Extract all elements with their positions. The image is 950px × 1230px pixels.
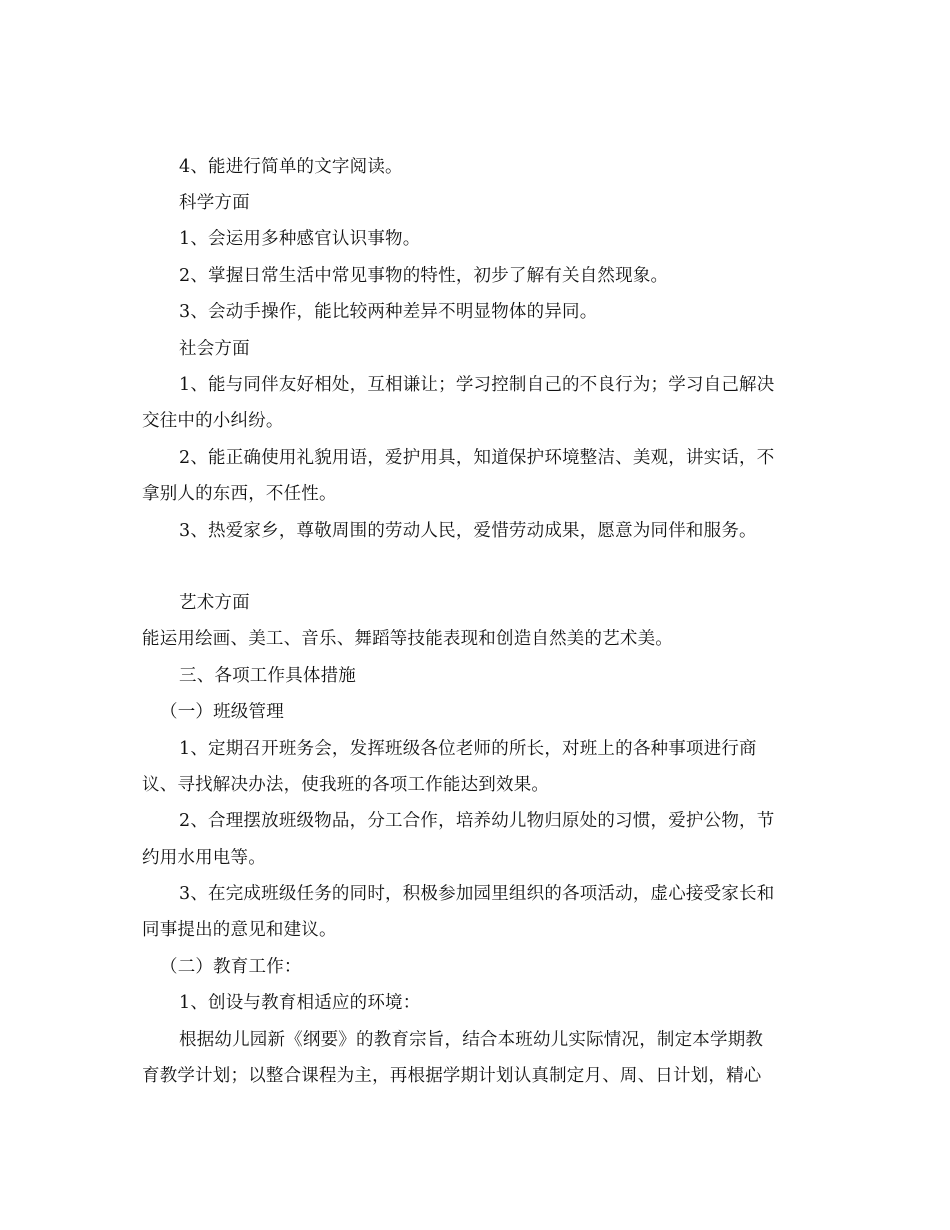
text-line: 2、能正确使用礼貌用语，爱护用具，知道保护环境整洁、美观，讲实话，不 <box>179 448 775 468</box>
subsection-heading-class-management: （一）班级管理 <box>160 702 284 722</box>
text-line: 1、定期召开班务会，发挥班级各位老师的所长，对班上的各种事项进行商 <box>179 739 757 759</box>
text-line: 4、能进行简单的文字阅读。 <box>179 157 403 177</box>
text-line: 1、创设与教育相适应的环境： <box>179 993 421 1013</box>
text-line: 约用水用电等。 <box>142 848 266 868</box>
section-heading-art: 艺术方面 <box>179 593 250 613</box>
text-line: 能运用绘画、美工、音乐、舞蹈等技能表现和创造自然美的艺术美。 <box>142 629 673 649</box>
subsection-heading-education: （二）教育工作： <box>160 957 302 977</box>
text-line: 2、合理摆放班级物品，分工合作，培养幼儿物归原处的习惯，爱护公物，节 <box>179 811 775 831</box>
text-line: 议、寻找解决办法，使我班的各项工作能达到效果。 <box>142 775 550 795</box>
section-heading-science: 科学方面 <box>179 193 250 213</box>
text-line: 3、热爱家乡，尊敬周围的劳动人民，爱惜劳动成果，愿意为同伴和服务。 <box>179 521 757 541</box>
section-heading-social: 社会方面 <box>179 339 250 359</box>
section-heading-measures: 三、各项工作具体措施 <box>179 666 356 686</box>
text-line: 3、会动手操作，能比较两种差异不明显物体的异同。 <box>179 302 598 322</box>
text-line: 根据幼儿园新《纲要》的教育宗旨，结合本班幼儿实际情况，制定本学期教 <box>179 1030 764 1050</box>
text-line: 交往中的小纠纷。 <box>142 411 284 431</box>
text-line: 育教学计划；以整合课程为主，再根据学期计划认真制定月、周、日计划，精心 <box>142 1066 762 1086</box>
text-line: 同事提出的意见和建议。 <box>142 920 337 940</box>
text-line: 拿别人的东西，不任性。 <box>142 484 337 504</box>
text-line: 1、会运用多种感官认识事物。 <box>179 229 421 249</box>
text-line: 3、在完成班级任务的同时，积极参加园里组织的各项活动，虚心接受家长和 <box>179 884 775 904</box>
text-line: 2、掌握日常生活中常见事物的特性，初步了解有关自然现象。 <box>179 266 669 286</box>
text-line: 1、能与同伴友好相处，互相谦让；学习控制自己的不良行为；学习自己解决 <box>179 375 775 395</box>
